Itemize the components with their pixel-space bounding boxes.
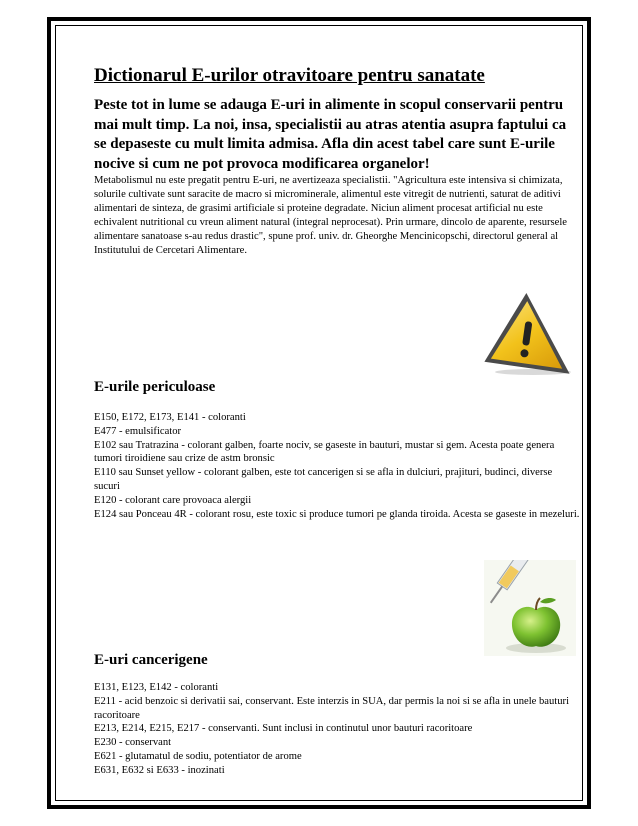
lead-paragraph: Peste tot in lume se adauga E-uri in alimente in scopul conservarii pentru mai mult timp. La noi, insa, specialistii au atras atentia asupra faptului ca se depaseste cu mult limita admisa. Afla din acest tabel care sunt E-urile nocive si cum ne pot provoca modificarea organelor!: [94, 97, 567, 172]
list-item: E120 - colorant care provoaca alergii: [94, 494, 252, 506]
section-list-cancerigene: [94, 681, 580, 778]
list-item: E631, E632 si E633 - inozinati: [94, 764, 225, 776]
warning-sign-icon: [483, 288, 579, 376]
section-list-periculoase: [94, 411, 580, 521]
list-item: E124 sau Ponceau 4R - colorant rosu, este toxic si produce tumori pe glanda tiroida. Acesta se gaseste in mezeluri.: [94, 508, 580, 520]
list-item: E211 - acid benzoic si derivatii sai, conservant. Este interzis in SUA, dar permis la noi si se afla in unele bauturi racoritoare: [94, 695, 570, 721]
intro-block: [94, 64, 580, 258]
list-item: E230 - conservant: [94, 737, 172, 749]
section-heading-periculoase: E-urile periculoase: [94, 379, 216, 395]
page-title: Dictionarul E-urilor otravitoare pentru sanatate: [94, 65, 485, 86]
list-item: E621 - glutamatul de sodiu, potentiator de arome: [94, 750, 302, 762]
list-item: E213, E214, E215, E217 - conservanti. Sunt inclusi in continutul unor bauturi racoritoare: [94, 723, 473, 735]
list-item: E110 sau Sunset yellow - colorant galben, este tot cancerigen si se afla in dulciuri, prajituri, budinci, diverse sucuri: [94, 467, 553, 492]
section-heading-cancerigene: E-uri cancerigene: [94, 652, 208, 668]
list-item: E150, E172, E173, E141 - coloranti: [94, 412, 246, 423]
list-item: E102 sau Tratrazina - colorant galben, foarte nociv, se gaseste in bauturi, mustar si gem. Acesta poate genera tumori tiroidiene sau crize de astm bronsic: [94, 439, 555, 465]
list-item: E477 - emulsificator: [94, 425, 182, 437]
intro-paragraph: Metabolismul nu este pregatit pentru E-uri, ne avertizeaza specialistii. "Agricultura este intensiva si chimizata, solurile cultivate sunt saracite de macro si microminerale, alimentul este vitregit de nutrienti, saturat de aditivi alimentari de sinteza, de grasimi artificiale si proteine degradate. Niciun aliment procesat artificial nu este echivalent nutritional cu vreun aliment natural (integral neprocesat). Prin urmare, dincolo de aparente, resursele alimentare sanatoase s-au redus drastic", spune prof. univ. dr. Gheorghe Mencinicopschi, directorul general al Institutului de Cercetari Alimentare.: [94, 175, 567, 256]
list-item: E131, E123, E142 - coloranti: [94, 682, 219, 693]
syringe-apple-image: [484, 560, 576, 656]
